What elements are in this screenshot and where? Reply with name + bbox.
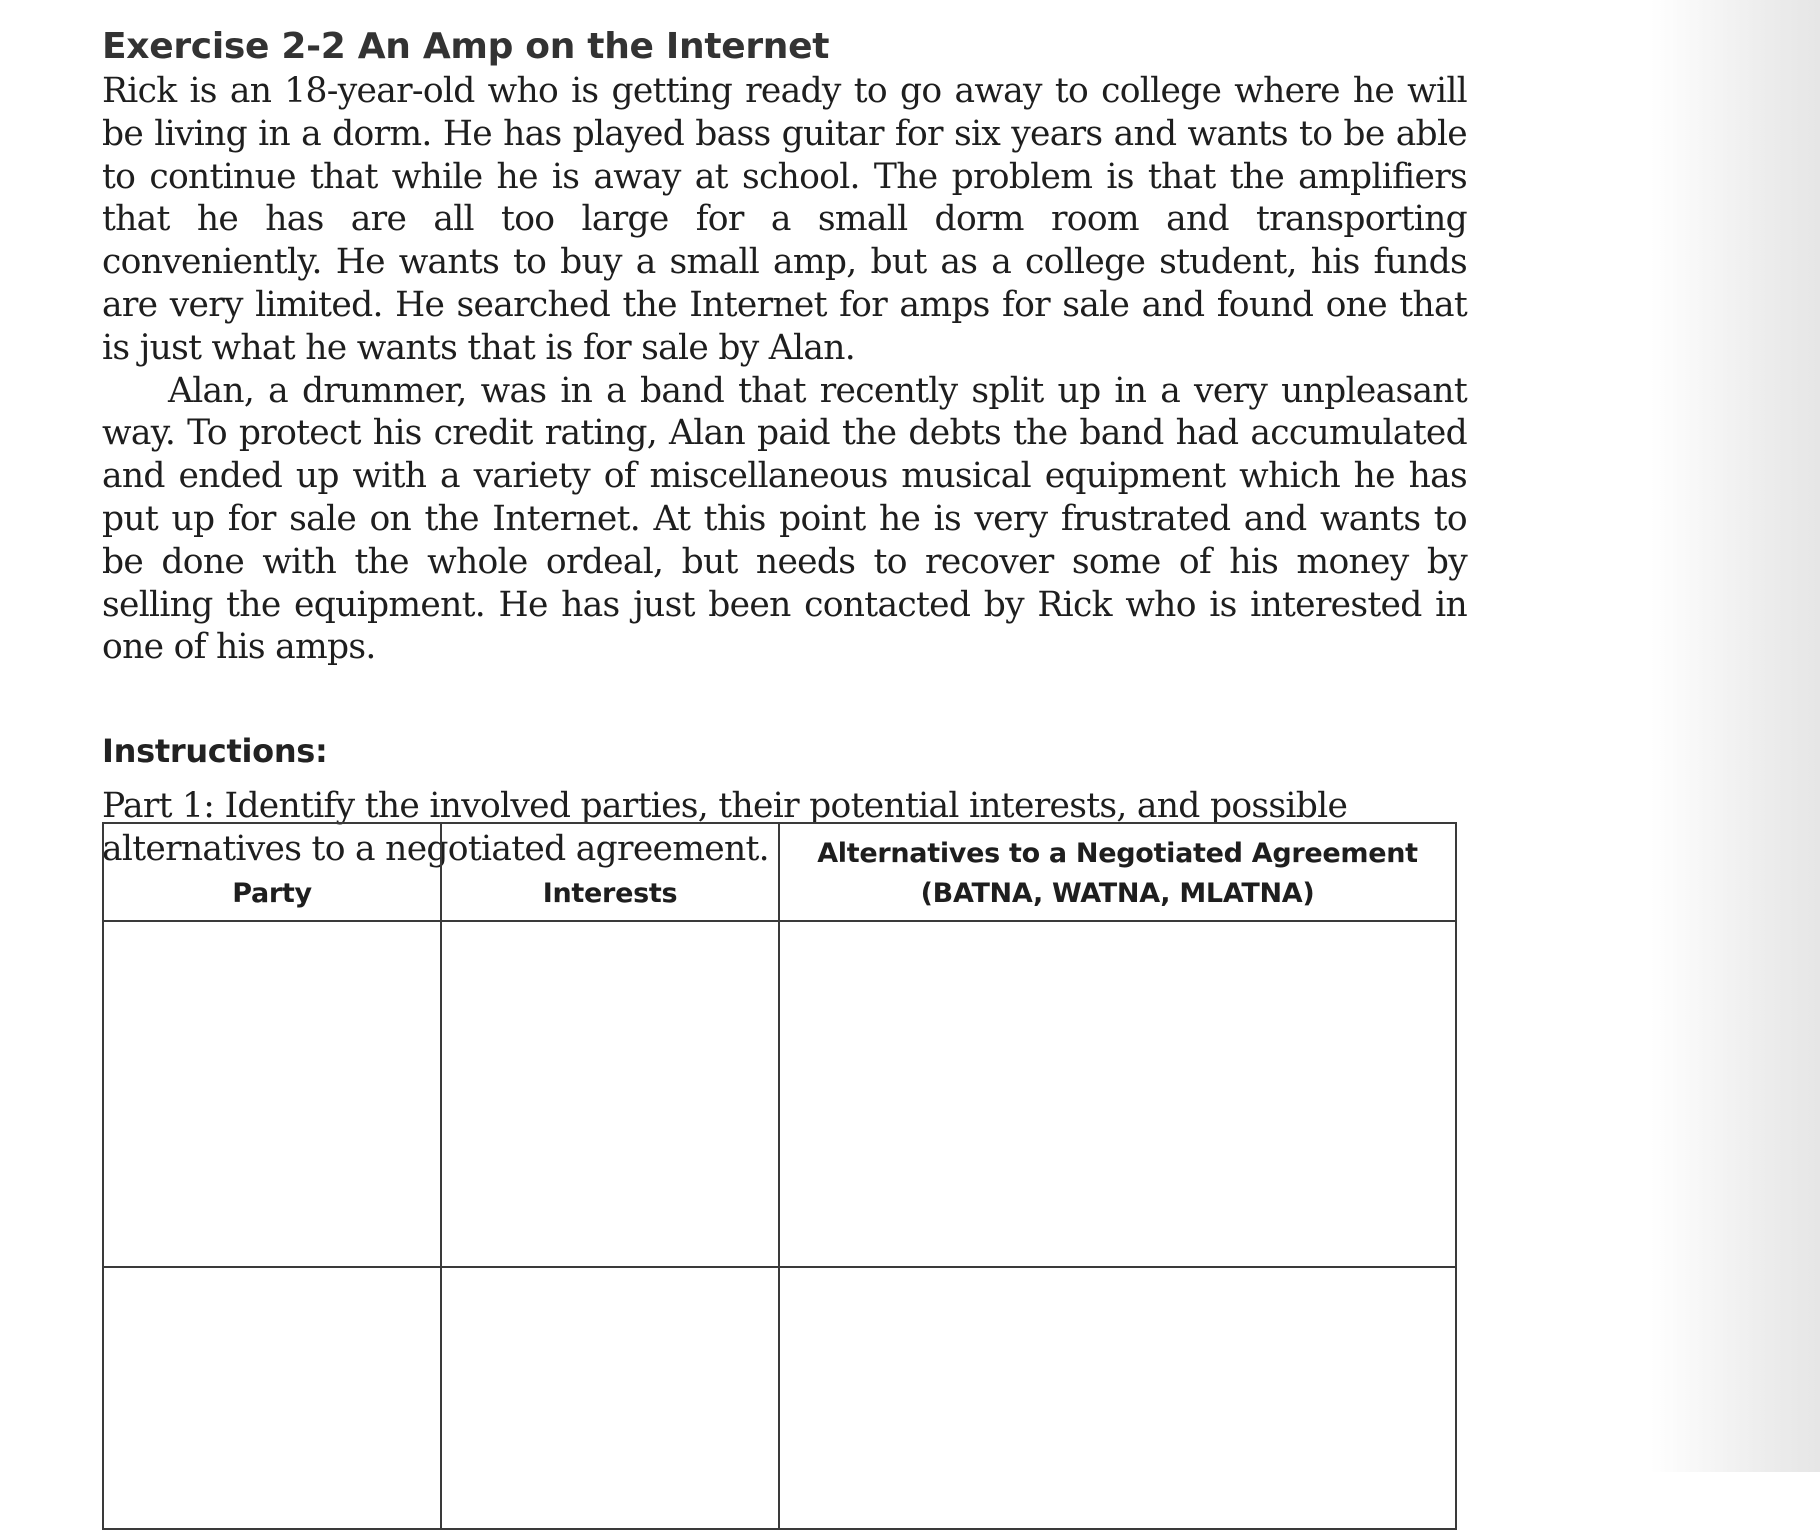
negotiation-analysis-table [102, 822, 1457, 1530]
alternatives-cell[interactable] [779, 1267, 1456, 1529]
scenario-text [102, 70, 1467, 669]
scenario-paragraph-alan: Alan, a drummer, was in a band that recently split up in a very unpleasant way. To protect his credit rating, Alan paid the debts the band had accumulated and ended up with a variety of miscellaneous musical equipment which he has put up for sale on the Internet. At this point he is very frustrated and wants to be done with the whole ordeal, but needs to recover some of his money by selling the equipment. He has just been contacted by Rick who is interested in one of his amps. [102, 370, 1467, 668]
part-1-instruction: Part 1: Identify the involved parties, their potential interests, and possible alternatives to a negotiated agreement. [102, 786, 1348, 869]
scenario-paragraph-rick: Rick is an 18-year-old who is getting ready to go away to college where he will be living in a dorm. He has played bass guitar for six years and wants to be able to continue that while he is away at school. The problem is that the amplifiers that he has are all too large for a small dorm room and transporting conveniently. He wants to buy a small amp, but as a college student, his funds are very limited. He searched the Internet for amps for sale and found one that is just what he wants that is for sale by Alan. [102, 71, 1467, 368]
header-party: Party [103, 823, 441, 921]
worksheet-page [102, 0, 1472, 871]
table-header-row [103, 823, 1456, 921]
table-row [103, 921, 1456, 1267]
alternatives-cell[interactable] [779, 921, 1456, 1267]
page-edge-shadow [1650, 0, 1820, 1472]
party-cell[interactable] [103, 1267, 441, 1529]
header-interests: Interests [441, 823, 779, 921]
header-alternatives-line2: (BATNA, WATNA, MLATNA) [920, 878, 1315, 909]
table-row [103, 1267, 1456, 1529]
exercise-title: Exercise 2-2 An Amp on the Internet [102, 26, 830, 67]
instructions-heading: Instructions: [102, 732, 328, 771]
interests-cell[interactable] [441, 1267, 779, 1529]
header-alternatives [779, 823, 1456, 921]
header-alternatives-line1: Alternatives to a Negotiated Agreement [817, 838, 1418, 869]
party-cell[interactable] [103, 921, 441, 1267]
interests-cell[interactable] [441, 921, 779, 1267]
